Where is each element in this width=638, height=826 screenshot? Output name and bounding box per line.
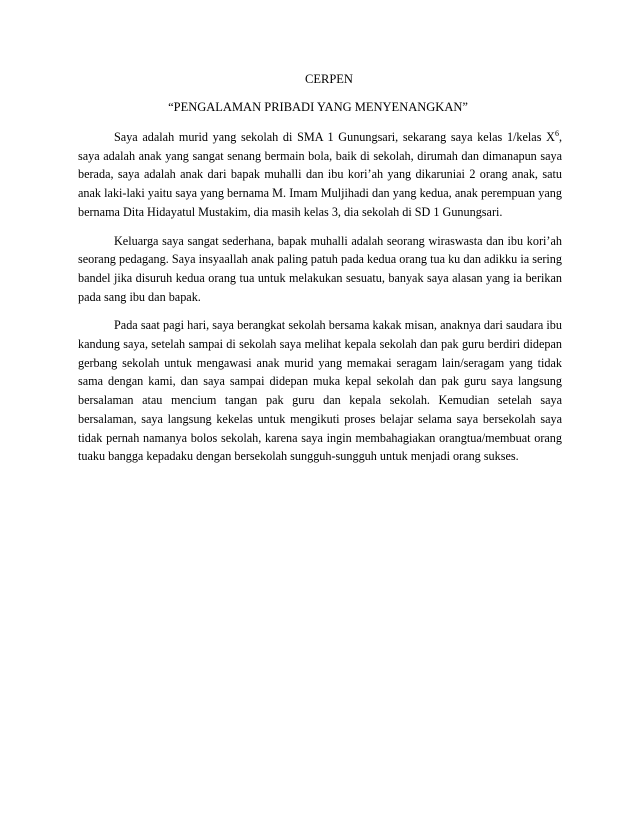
paragraph-3: Pada saat pagi hari, saya berangkat sekolah bersama kakak misan, anaknya dari saudara ibu kandung saya, setelah sampai di sekolah saya melihat kepala sekolah dan pak guru berdiri didepan gerbang sekolah untuk mengawasi anak murid yang memakai seragam lain/seragam yang tidak sama dengan kami, dan saya sampai didepan muka kepal sekolah dan pak guru saya langsung bersalaman atau mencium tangan pak guru dan kepala sekolah. Kemudian setelah saya bersalaman, saya langsung kekelas untuk mengikuti proses belajar selama saya bersekolah saya tidak pernah namanya bolos sekolah, karena saya ingin membahagiakan orangtua/membuat orang tuaku bangga kepadaku dengan bersekolah sungguh-sungguh untuk menjadi orang sukses. — [78, 318, 562, 464]
class-superscript: 6 — [554, 129, 559, 138]
paragraph-1-text-end: , saya adalah anak yang sangat senang bermain bola, baik di sekolah, dirumah dan dimanapun saya berada, saya adalah anak dari bapak muhalli dan ibu kori’ah yang dikaruniai 2 orang anak, satu anak laki-laki yaitu saya yang bernama M. Imam Muljihadi dan yang kedua, anak perempuan yang bernama Dita Hidayatul Mustakim, dia masih kelas 3, dia sekolah di SD 1 Gunungsari. — [78, 130, 562, 219]
paragraph-1-text-start: Saya adalah murid yang sekolah di SMA 1 Gunungsari, sekarang saya kelas 1/kelas X — [114, 130, 555, 144]
paragraph-2: Keluarga saya sangat sederhana, bapak muhalli adalah seorang wiraswasta dan ibu kori’ah seorang pedagang. Saya insyaallah anak paling patuh pada kedua orang tua ku dan adikku ia sering bandel jika disuruh kedua orang tua untuk melakukan sesuatu, banyak saya alasan yang ia berikan pada sang ibu dan bapak. — [78, 233, 562, 304]
paragraph-1 — [78, 128, 562, 222]
document-title: CERPEN — [305, 72, 353, 86]
story-body — [78, 128, 562, 476]
story-title: “PENGALAMAN PRIBADI YANG MENYENANGKAN” — [168, 100, 468, 114]
